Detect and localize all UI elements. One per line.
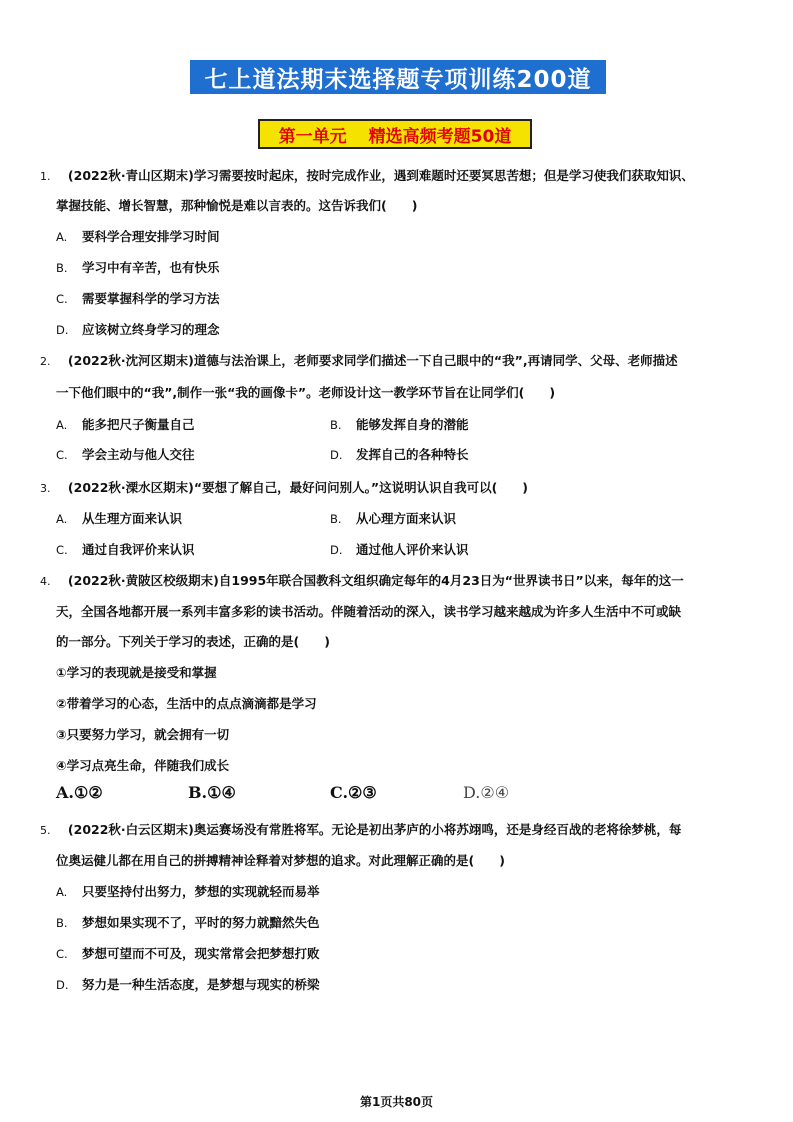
question-1-option-a[interactable]: A. 要科学合理安排学习时间	[56, 229, 220, 244]
question-4-option-c[interactable]: C.②③	[330, 783, 377, 802]
document-title: 七上道法期末选择题专项训练200道	[190, 60, 606, 94]
question-3-line-1: 3. (2022秋·溧水区期末)“要想了解自己，最好问问别人。”这说明认识自我可以( )	[40, 480, 528, 495]
question-3-option-c[interactable]: C. 通过自我评价来认识	[56, 542, 195, 557]
question-2-option-c[interactable]: C. 学会主动与他人交往	[56, 447, 195, 462]
question-4-option-d[interactable]: D.②④	[463, 783, 510, 802]
question-4-option-a[interactable]: A.①②	[56, 783, 103, 802]
question-2-option-d[interactable]: D. 发挥自己的各种特长	[330, 447, 469, 462]
unit-subtitle: 精选高频考题50道	[368, 126, 512, 147]
question-3-option-d[interactable]: D. 通过他人评价来认识	[330, 542, 469, 557]
question-4-line-2: 天，全国各地都开展一系列丰富多彩的读书活动。伴随着活动的深入，读书学习越来越成为许多人生活中不可或缺	[56, 604, 682, 619]
question-5-option-b[interactable]: B. 梦想如果实现不了，平时的努力就黯然失色	[56, 915, 320, 930]
question-2-line-2: 一下他们眼中的“我”,制作一张“我的画像卡”。老师设计这一教学环节旨在让同学们( )	[56, 385, 556, 400]
question-5-option-d[interactable]: D. 努力是一种生活态度，是梦想与现实的桥梁	[56, 977, 320, 992]
question-5-option-a[interactable]: A. 只要坚持付出努力，梦想的实现就轻而易举	[56, 884, 320, 899]
unit-banner	[258, 119, 532, 149]
question-4-item-3: ③只要努力学习，就会拥有一切	[56, 727, 230, 742]
question-4-item-4: ④学习点亮生命，伴随我们成长	[56, 758, 230, 773]
question-4-option-b[interactable]: B.①④	[188, 783, 236, 802]
question-4-item-1: ①学习的表现就是接受和掌握	[56, 665, 217, 680]
unit-label: 第一单元	[278, 126, 347, 147]
question-2-option-a[interactable]: A. 能多把尺子衡量自己	[56, 417, 195, 432]
question-3-option-b[interactable]: B. 从心理方面来认识	[330, 511, 457, 526]
question-4-line-3: 的一部分。下列关于学习的表述，正确的是( )	[56, 634, 330, 649]
question-1-option-c[interactable]: C. 需要掌握科学的学习方法	[56, 291, 220, 306]
question-1-option-b[interactable]: B. 学习中有辛苦，也有快乐	[56, 260, 220, 275]
question-5-line-1: 5. (2022秋·白云区期末)奥运赛场没有常胜将军。无论是初出茅庐的小将苏翊鸣，还是身经百战的老将徐梦桃，每	[40, 822, 682, 837]
question-4-item-2: ②带着学习的心态，生活中的点点滴滴都是学习	[56, 696, 317, 711]
question-1-line-2: 掌握技能、增长智慧，那种愉悦是难以言表的。这告诉我们( )	[56, 198, 418, 213]
page-number: 第1页共80页	[359, 1095, 434, 1109]
question-5-option-c[interactable]: C. 梦想可望而不可及，现实常常会把梦想打败	[56, 946, 320, 961]
question-1-line-1: 1. (2022秋·青山区期末)学习需要按时起床，按时完成作业，遇到难题时还要冥思苦想；但是学习使我们获取知识、	[40, 168, 694, 183]
question-2-line-1: 2. (2022秋·沈河区期末)道德与法治课上，老师要求同学们描述一下自己眼中的“我”,再请同学、父母、老师描述	[40, 353, 678, 368]
question-4-line-1: 4. (2022秋·黄陂区校级期末)自1995年联合国教科文组织确定每年的4月23日为“世界读书日”以来，每年的这一	[40, 573, 684, 588]
question-3-option-a[interactable]: A. 从生理方面来认识	[56, 511, 183, 526]
question-5-line-2: 位奥运健儿都在用自己的拼搏精神诠释着对梦想的追求。对此理解正确的是( )	[56, 853, 505, 868]
question-1-option-d[interactable]: D. 应该树立终身学习的理念	[56, 322, 220, 337]
question-2-option-b[interactable]: B. 能够发挥自身的潜能	[330, 417, 469, 432]
